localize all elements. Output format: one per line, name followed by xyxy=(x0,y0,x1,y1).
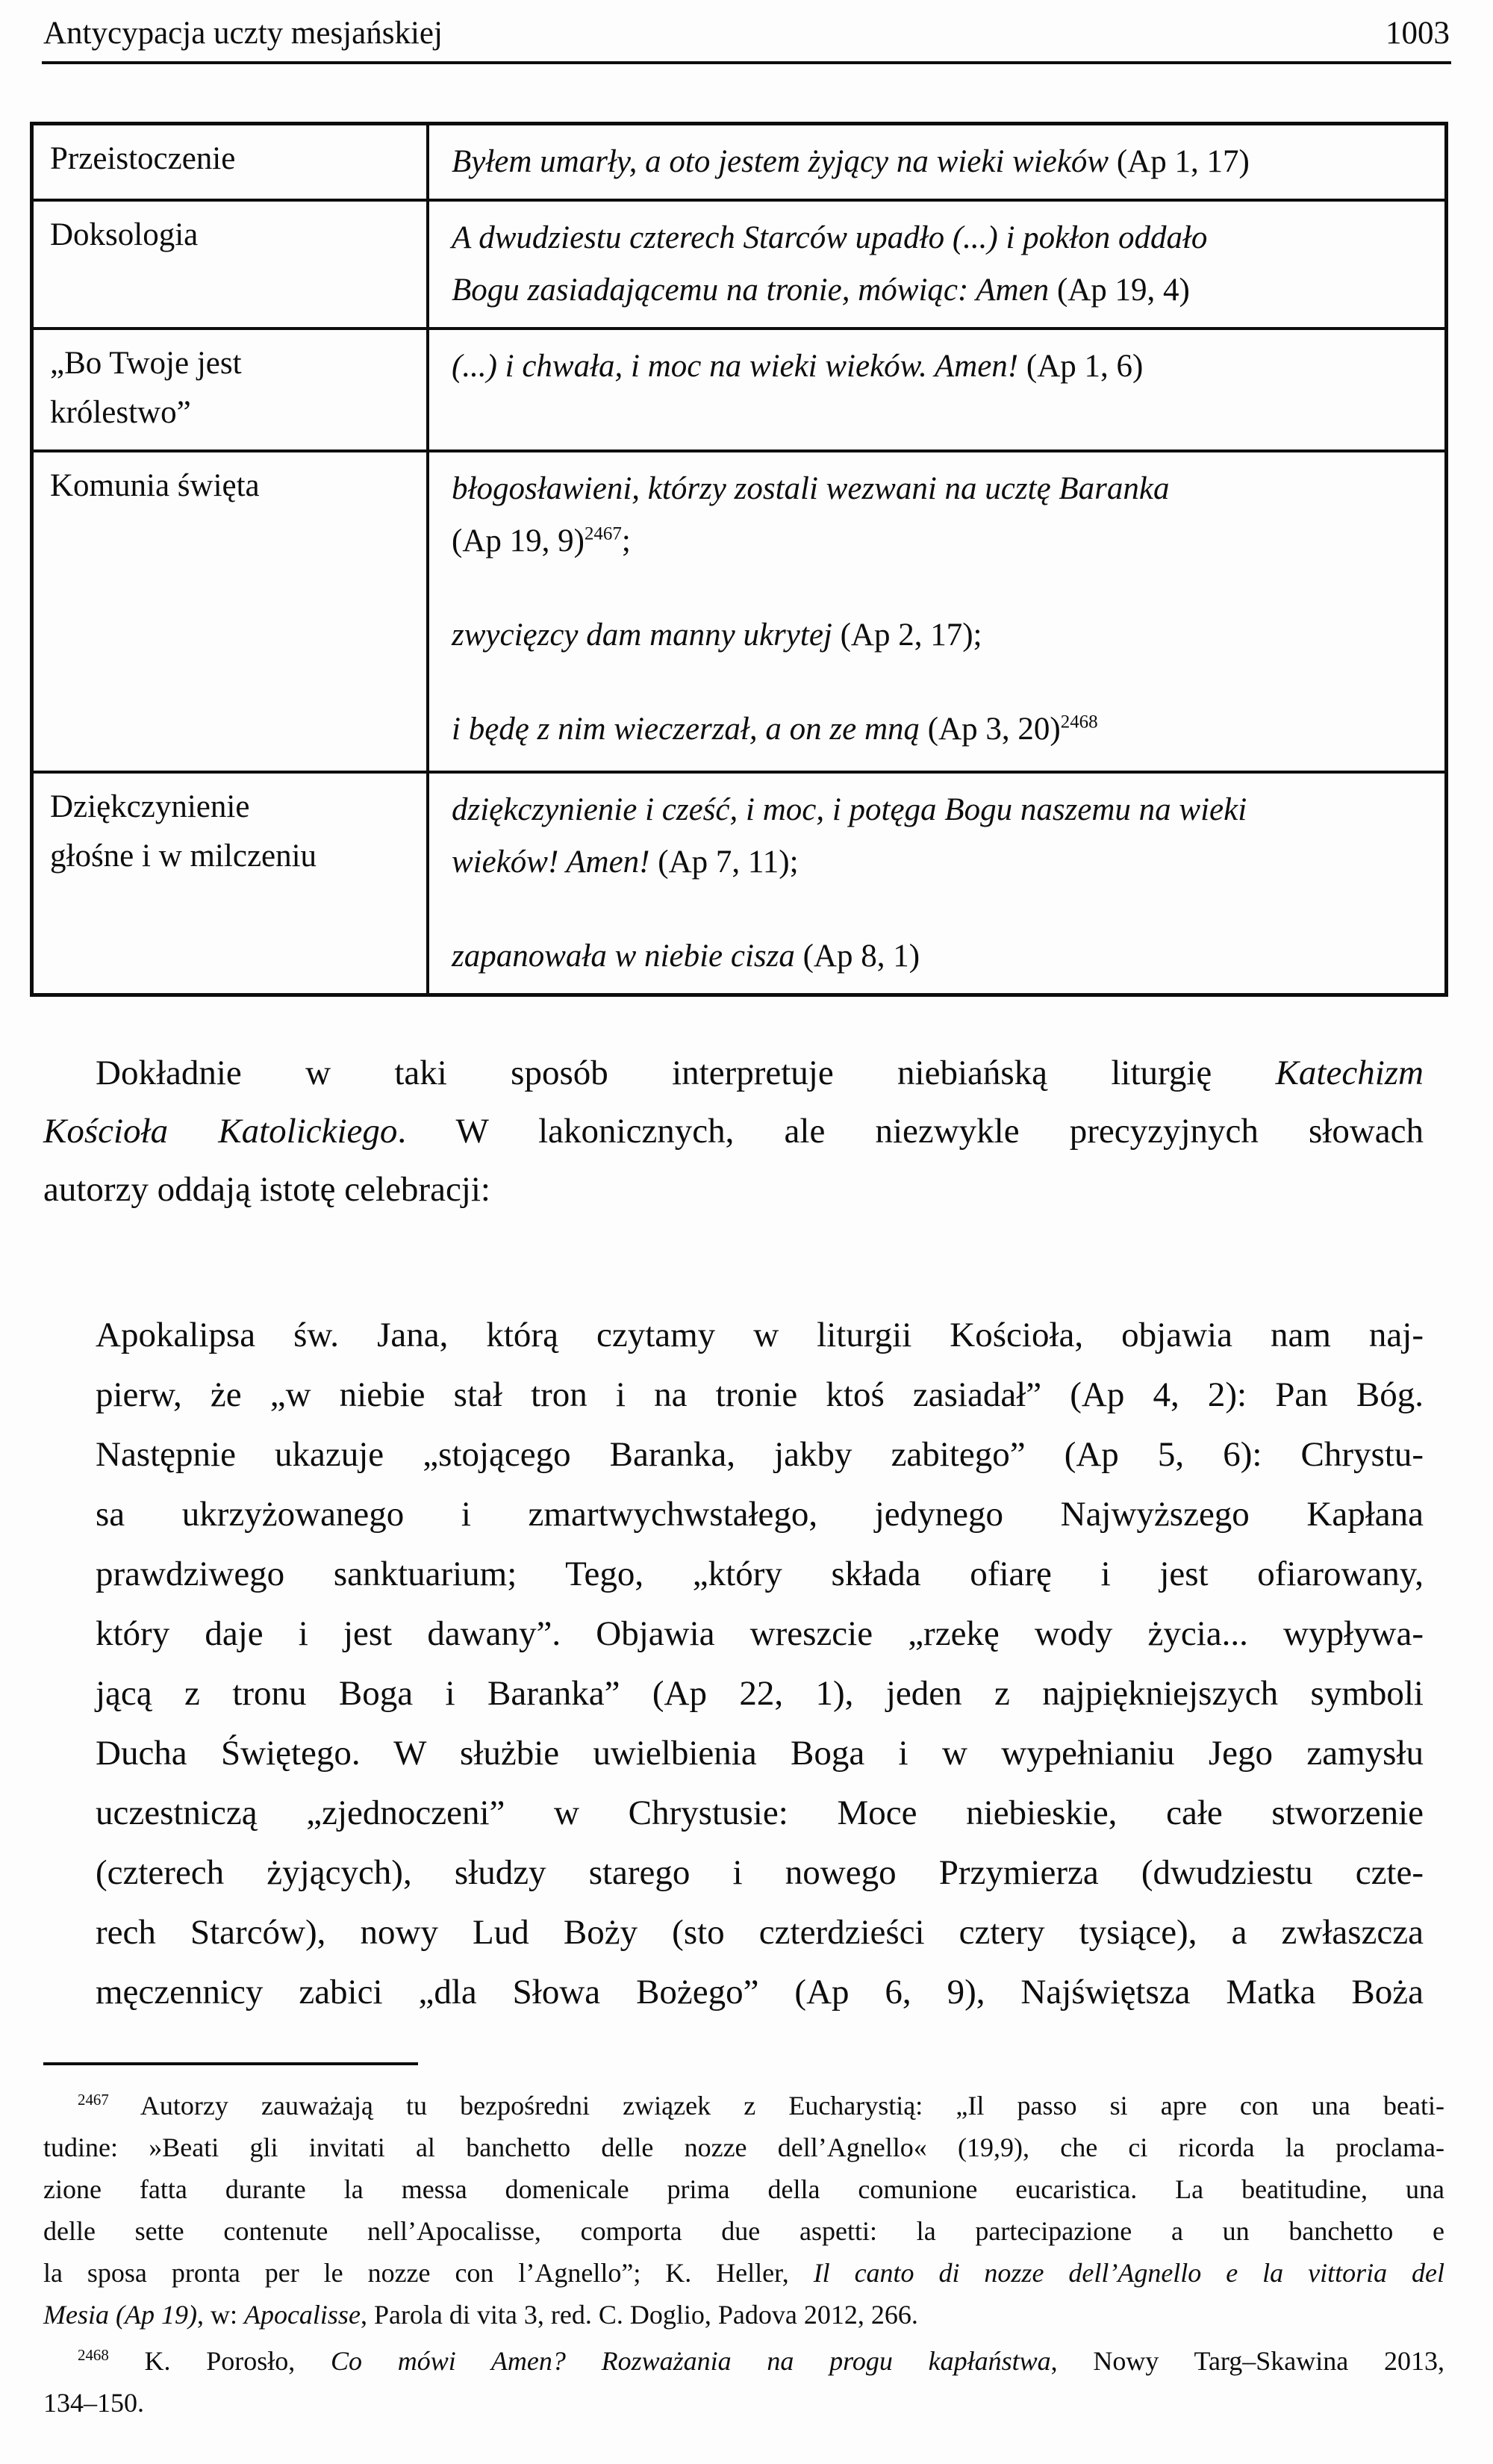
text-segment: , w: xyxy=(196,2300,244,2330)
text-segment: pierw, że „w niebie stał tron i na tronie ktoś zasiadał” (Ap 4, 2): Pan Bóg. xyxy=(96,1375,1424,1414)
text-segment: który daje i jest dawany”. Objawia wreszcie „rzekę wody życia... wypływa- xyxy=(96,1614,1424,1653)
text-line xyxy=(96,1664,1424,1723)
text-segment: delle sette contenute nell’Apocalisse, comporta due aspetti: la partecipazione a un banchetto e xyxy=(43,2216,1444,2246)
scripture-quote-line xyxy=(452,212,1427,264)
table-row xyxy=(34,771,1444,993)
text-segment: (Ap 2, 17); xyxy=(840,617,982,653)
text-segment: (Ap 1, 6) xyxy=(1026,349,1144,384)
text-segment: K. Porosło, xyxy=(108,2346,331,2376)
text-segment: , Parola di vita 3, red. C. Doglio, Padova 2012, 266. xyxy=(360,2300,918,2330)
row-label-line: Komunia święta xyxy=(50,468,260,503)
row-label-line: „Bo Twoje jest xyxy=(50,346,242,381)
text-line xyxy=(43,2294,1444,2336)
scripture-quote-line xyxy=(452,264,1427,317)
text-segment: Następnie ukazuje „stojącego Baranka, jakby zabitego” (Ap 5, 6): Chrystu- xyxy=(96,1435,1424,1474)
row-label-line: głośne i w milczeniu xyxy=(50,839,317,874)
text-segment: męczennicy zabici „dla Słowa Bożego” (Ap 6, 9), Najświętsza Matka Boża xyxy=(96,1973,1424,2012)
header-rule xyxy=(42,61,1451,64)
scripture-quote-line xyxy=(452,784,1427,836)
text-line xyxy=(96,1903,1424,1962)
row-content xyxy=(429,452,1444,771)
text-segment: (Ap 19, 9) xyxy=(452,523,585,559)
text-segment: Apokalipsa św. Jana, którą czytamy w liturgii Kościoła, objawia nam naj- xyxy=(96,1316,1424,1354)
text-segment: prawdziwego sanktuarium; Tego, „który składa ofiarę i jest ofiarowany, xyxy=(96,1555,1424,1593)
text-line xyxy=(43,2168,1444,2210)
text-segment: Katechizm xyxy=(1275,1054,1424,1092)
text-line xyxy=(96,1843,1424,1903)
text-segment: (czterech żyjących), słudzy starego i nowego Przymierza (dwudziestu czte- xyxy=(96,1853,1424,1892)
scripture-quote-line xyxy=(452,836,1427,889)
scripture-quote-line xyxy=(452,930,1427,983)
footnote-2467 xyxy=(43,2085,1444,2336)
row-label xyxy=(34,125,429,199)
row-label-line: Dziękczynienie xyxy=(50,789,250,824)
text-segment: uczestniczą „zjednoczeni” w Chrystusie: Moce niebieskie, całe stworzenie xyxy=(96,1793,1424,1832)
row-label-line: Przeistoczenie xyxy=(50,141,236,176)
text-segment: zwycięzcy dam manny ukrytej xyxy=(452,617,841,653)
table-row xyxy=(34,327,1444,449)
row-content xyxy=(429,202,1444,327)
scripture-quote-line xyxy=(452,515,1427,567)
footnote-ref: 2467 xyxy=(78,2091,109,2109)
scripture-quote-line xyxy=(452,136,1427,188)
row-label-line: królestwo” xyxy=(50,395,191,430)
text-line xyxy=(96,1425,1424,1484)
text-segment: Dokładnie w taki sposób interpretuje niebiańską liturgię xyxy=(96,1054,1276,1092)
footnote-ref: 2468 xyxy=(1060,712,1098,732)
text-segment: Il canto di nozze dell’Agnello e la vittoria del xyxy=(813,2258,1445,2288)
text-line xyxy=(96,1544,1424,1604)
text-line xyxy=(43,2210,1444,2252)
page-header xyxy=(43,15,1450,52)
scripture-quote-line xyxy=(452,609,1427,662)
scripture-quote-line xyxy=(452,340,1427,393)
text-line xyxy=(96,1962,1424,2022)
text-segment: (Ap 1, 17) xyxy=(1116,144,1250,179)
footnote-ref: 2468 xyxy=(78,2346,109,2364)
text-segment: (Ap 19, 4) xyxy=(1056,273,1190,308)
text-line xyxy=(43,2127,1444,2168)
scripture-quote-line xyxy=(452,463,1427,515)
text-segment: i będę z nim wieczerzał, a on ze mną xyxy=(452,712,928,747)
text-segment: (...) i chwała, i moc na wieki wieków. Amen! xyxy=(452,349,1026,384)
running-title: Antycypacja uczty mesjańskiej xyxy=(43,16,443,51)
text-line xyxy=(96,1365,1424,1425)
text-line xyxy=(43,2085,1444,2127)
text-segment: autorzy oddają istotę celebracji: xyxy=(43,1170,490,1209)
text-segment: błogosławieni, którzy zostali wezwani na ucztę Baranka xyxy=(452,471,1170,506)
row-content xyxy=(429,330,1444,449)
row-label xyxy=(34,774,429,993)
text-line xyxy=(43,1160,1424,1219)
footnote-ref: 2467 xyxy=(584,523,622,544)
text-segment: Ducha Świętego. W służbie uwielbienia Boga i w wypełnianiu Jego zamysłu xyxy=(96,1734,1424,1773)
text-line xyxy=(43,1044,1424,1102)
text-segment: Co mówi Amen? Rozważania na progu kapłaństwa xyxy=(331,2346,1051,2376)
page-number: 1003 xyxy=(1386,16,1450,51)
text-line xyxy=(43,1102,1424,1160)
text-segment: wieków! Amen! xyxy=(452,844,658,880)
text-line xyxy=(96,1484,1424,1544)
scripture-quote-line xyxy=(452,703,1427,756)
text-segment: Kościoła Katolickiego xyxy=(43,1112,398,1151)
body-paragraph xyxy=(43,1044,1424,1219)
row-label-line: Doksologia xyxy=(50,217,199,252)
text-segment: (Ap 7, 11); xyxy=(658,844,799,880)
text-segment: Mesia (Ap 19) xyxy=(43,2300,197,2330)
text-segment: A dwudziestu czterech Starców upadło (...) i pokłon oddało xyxy=(452,220,1208,255)
text-segment: zapanowała w niebie cisza xyxy=(452,939,803,974)
text-segment: tudine: »Beati gli invitati al banchetto delle nozze dell’Agnello« (19,9), che ci ricorda la proclama- xyxy=(43,2132,1444,2162)
text-line xyxy=(43,2252,1444,2294)
text-segment: (Ap 3, 20) xyxy=(927,712,1061,747)
text-line xyxy=(96,1783,1424,1843)
footnote-2468 xyxy=(43,2340,1444,2424)
footnote-separator xyxy=(43,2062,418,2065)
row-label xyxy=(34,330,429,449)
block-quote xyxy=(96,1305,1424,2022)
text-segment: rech Starców), nowy Lud Boży (sto czterdzieści cztery tysiące), a zwłaszcza xyxy=(96,1913,1424,1952)
table-row xyxy=(34,199,1444,327)
row-label xyxy=(34,452,429,771)
text-segment: , Nowy Targ–Skawina 2013, xyxy=(1050,2346,1444,2376)
text-line xyxy=(96,1604,1424,1664)
text-segment: jącą z tronu Boga i Baranka” (Ap 22, 1), jeden z najpiękniejszych symboli xyxy=(96,1674,1424,1713)
row-content xyxy=(429,125,1444,199)
table-row xyxy=(34,125,1444,199)
text-segment: zione fatta durante la messa domenicale prima della comunione eucaristica. La beatitudine, una xyxy=(43,2174,1444,2204)
liturgy-table xyxy=(30,122,1448,997)
text-segment: Byłem umarły, a oto jestem żyjący na wieki wieków xyxy=(452,144,1117,179)
text-segment: (Ap 8, 1) xyxy=(802,939,920,974)
text-segment: Autorzy zauważają tu bezpośredni związek z Eucharystią: „Il passo si apre con una beati- xyxy=(108,2091,1444,2121)
text-segment: dziękczynienie i cześć, i moc, i potęga Bogu naszemu na wieki xyxy=(452,792,1247,827)
text-segment: Apocalisse xyxy=(243,2300,361,2330)
text-line xyxy=(43,2382,1444,2424)
table-row xyxy=(34,449,1444,771)
text-segment: sa ukrzyżowanego i zmartwychwstałego, jedynego Najwyższego Kapłana xyxy=(96,1495,1424,1534)
text-line xyxy=(96,1305,1424,1365)
text-segment: ; xyxy=(621,523,631,559)
row-content xyxy=(429,774,1444,993)
footnotes xyxy=(43,2085,1444,2424)
row-label xyxy=(34,202,429,327)
text-segment: Bogu zasiadającemu na tronie, mówiąc: Amen xyxy=(452,273,1057,308)
text-line xyxy=(96,1723,1424,1783)
text-segment: la sposa pronta per le nozze con l’Agnello”; K. Heller, xyxy=(43,2258,814,2288)
text-segment: . W lakonicznych, ale niezwykle precyzyjnych słowach xyxy=(397,1112,1424,1151)
text-line xyxy=(43,2340,1444,2382)
text-segment: 134–150. xyxy=(43,2388,144,2418)
